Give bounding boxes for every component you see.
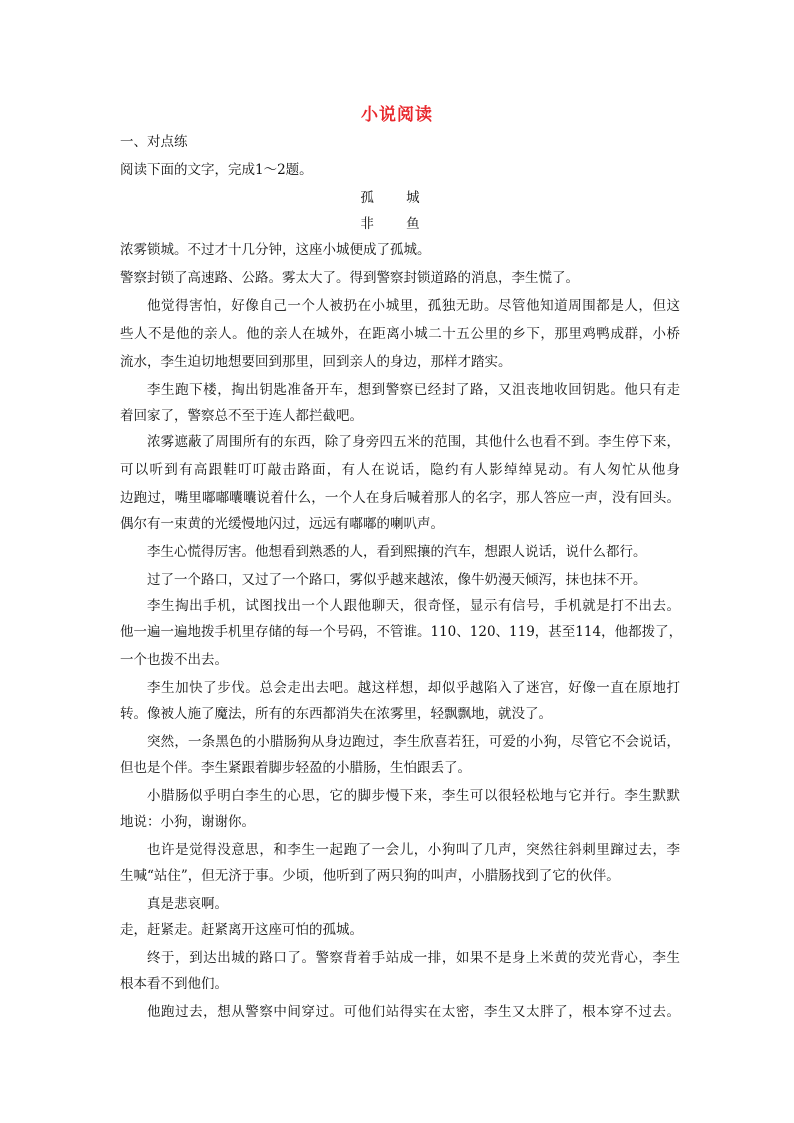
paragraph-line: 也许是觉得没意思，和李生一起跑了一会儿，小狗叫了几声，突然往斜刺里蹿过去，李 xyxy=(147,842,680,858)
paragraph-line: 偶尔有一束黄的光缓慢地闪过，远远有嘟嘟的喇叭声。 xyxy=(120,516,444,532)
story-author: 非 鱼 xyxy=(360,216,434,232)
paragraph-line: 流水，李生迫切地想要回到那里，回到亲人的身边，那样才踏实。 xyxy=(120,354,512,370)
paragraph-line: 浓雾遮蔽了周围所有的东西，除了身旁四五米的范围，其他什么也看不到。李生停下来， xyxy=(147,434,680,450)
paragraph-line: 过了一个路口，又过了一个路口，雾似乎越来越浓，像牛奶漫天倾泻，抹也抹不开。 xyxy=(147,572,647,588)
page-title: 小说阅读 xyxy=(361,105,433,125)
paragraph-line: 着回家了，警察总不至于连人都拦截吧。 xyxy=(120,408,363,424)
paragraph-line: 真是悲哀啊。 xyxy=(147,896,228,912)
story-title: 孤 城 xyxy=(360,190,434,206)
paragraph-line: 浓雾锁城。不过才十几分钟，这座小城便成了孤城。 xyxy=(120,242,431,258)
paragraph-line: 但也是个伴。李生紧跟着脚步轻盈的小腊肠，生怕跟丢了。 xyxy=(120,760,471,776)
paragraph-line: 他觉得害怕，好像自己一个人被扔在小城里，孤独无助。尽管他知道周围都是人，但这 xyxy=(147,298,680,314)
paragraph-line: 地说：小狗，谢谢你。 xyxy=(120,814,255,830)
paragraph-line: 李生加快了步伐。总会走出去吧。越这样想，却似乎越陷入了迷宫，好像一直在原地打 xyxy=(147,680,680,696)
paragraph-line: 李生心慌得厉害。他想看到熟悉的人，看到熙攘的汽车，想跟人说话，说什么都行。 xyxy=(147,544,647,560)
paragraph-line: 根本看不到他们。 xyxy=(120,976,228,992)
paragraph-line: 李生跑下楼，掏出钥匙准备开车，想到警察已经封了路，又沮丧地收回钥匙。他只有走 xyxy=(147,382,680,398)
section-heading: 一、对点练 xyxy=(120,134,188,150)
paragraph-line: 终于，到达出城的路口了。警察背着手站成一排，如果不是身上米黄的荧光背心，李生 xyxy=(147,950,680,966)
paragraph-line: 李生掏出手机，试图找出一个人跟他聊天，很奇怪，显示有信号，手机就是打不出去。 xyxy=(147,598,680,614)
paragraph-line: 可以听到有高跟鞋叮叮敲击路面，有人在说话，隐约有人影绰绰晃动。有人匆忙从他身 xyxy=(120,462,680,478)
paragraph-line: 走，赶紧走。赶紧离开这座可怕的孤城。 xyxy=(120,922,363,938)
paragraph-line: 一个也拨不出去。 xyxy=(120,652,228,668)
paragraph-line: 他一遍一遍地拨手机里存储的每一个号码，不管谁。110、120、119，甚至114，他都拨了， xyxy=(120,624,683,640)
paragraph-line: 突然，一条黑色的小腊肠狗从身边跑过，李生欣喜若狂，可爱的小狗，尽管它不会说话， xyxy=(147,734,680,750)
paragraph-line: 边跑过，嘴里嘟嘟囔囔说着什么，一个人在身后喊着那人的名字，那人答应一声，没有回头。 xyxy=(120,490,680,506)
paragraph-line: 小腊肠似乎明白李生的心思，它的脚步慢下来，李生可以很轻松地与它并行。李生默默 xyxy=(147,788,680,804)
paragraph-line: 生喊“站住”，但无济于事。少顷，他听到了两只狗的叫声，小腊肠找到了它的伙伴。 xyxy=(120,868,620,884)
paragraph-line: 他跑过去，想从警察中间穿过。可他们站得实在太密，李生又太胖了，根本穿不过去。 xyxy=(147,1004,680,1020)
paragraph-line: 些人不是他的亲人。他的亲人在城外，在距离小城二十五公里的乡下，那里鸡鸭成群，小桥 xyxy=(120,326,680,342)
paragraph-line: 转。像被人施了魔法，所有的东西都消失在浓雾里，轻飘飘地，就没了。 xyxy=(120,706,552,722)
paragraph-line: 警察封锁了高速路、公路。雾太大了。得到警察封锁道路的消息，李生慌了。 xyxy=(120,270,579,286)
instruction-text: 阅读下面的文字，完成1～2题。 xyxy=(120,162,313,178)
